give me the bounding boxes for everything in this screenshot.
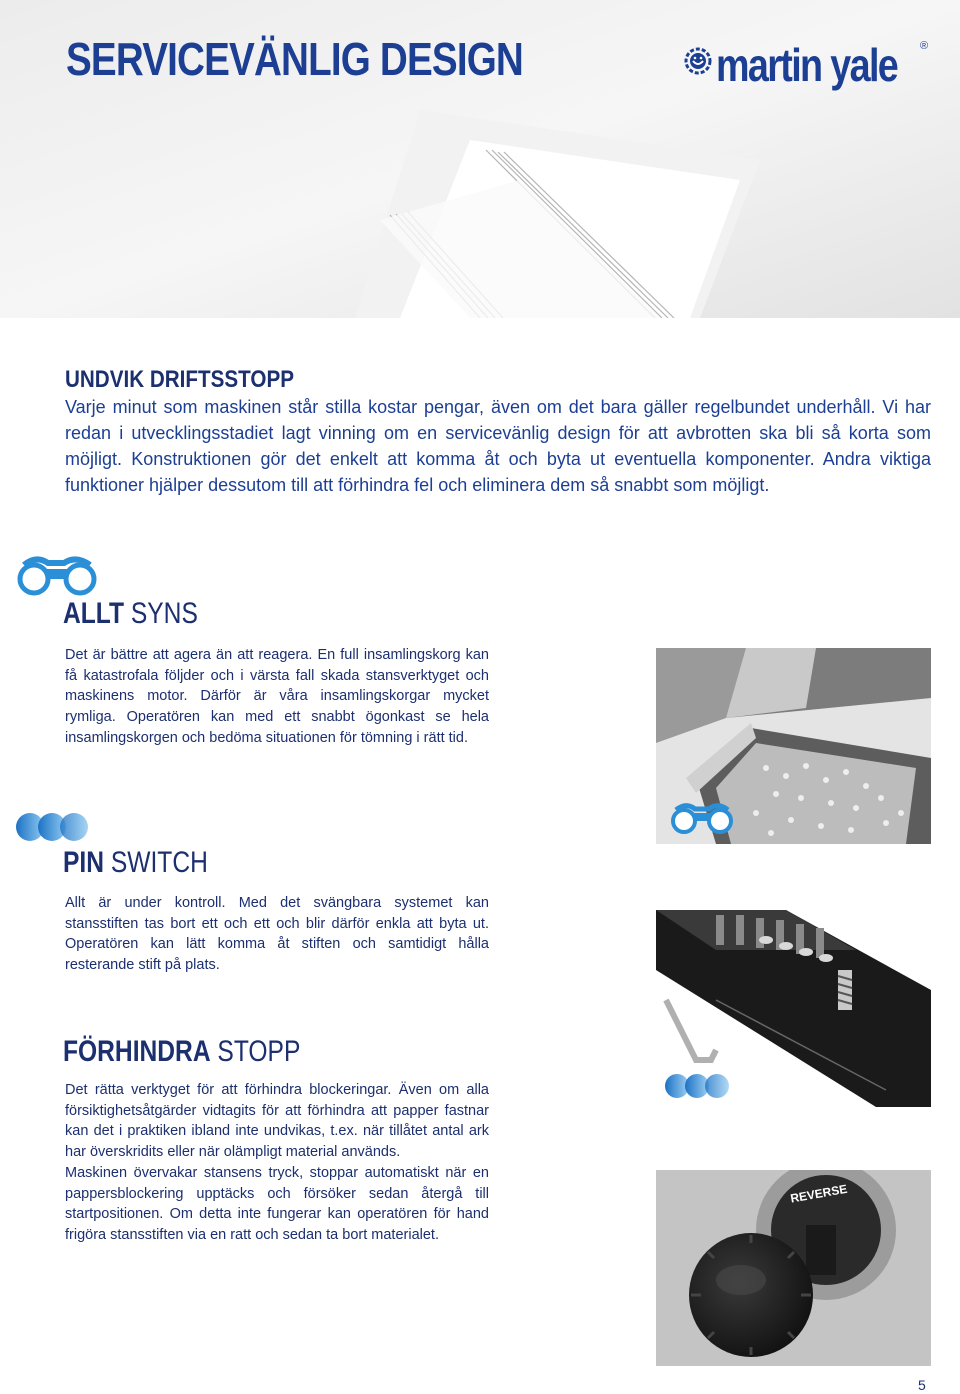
heading-bold: FÖRHINDRA (63, 1035, 211, 1068)
heading-bold: PIN (63, 846, 105, 879)
paragraph: Det rätta verktyget för att förhindra blockeringar. Även om alla försiktighetsåtgärder vidtagits för att förhindra att papper fastnar kan det i praktiken ibland inte undvikas, t.ex. när tillåtet antal ark har överskridits eller när olämpligt material används. (65, 1082, 489, 1161)
registered-mark: ® (920, 40, 929, 52)
paragraph: Allt är under kontroll. Med det svängbara systemet kan stansstiften tas bort ett och ett och blir därför enkla att byta ut. Operatören kan lätt komma åt stiften och samtidigt hålla resterande stift på plats. (65, 895, 489, 974)
section-body-pin-switch (65, 893, 489, 976)
intro-paragraph: Varje minut som maskinen står stilla kostar pengar, även om det bara gäller regelbundet underhåll. Vi har redan i utvecklingsstadiet lagt vinning om en servicevänlig design för att avbrotten ska bli så korta som möjligt. Konstruktionen gör det enkelt att komma åt och byta ut eventuella komponenter. Andra viktiga funktioner hjälper dessutom till att förhindra fel och eliminera dem så snabbt som möjligt. (65, 397, 931, 495)
section-heading-pin-switch (63, 846, 208, 880)
martin-yale-logo (683, 38, 933, 91)
paragraph: Maskinen övervakar stansens tryck, stoppar automatiskt när en pappersblockering upptäcks och försöker sedan återgå till startpositionen. Om detta inte fungerar kan operatören för hand frigöra stansstiften via en ratt och sedan ta bort materialet. (65, 1164, 489, 1243)
section-body-allt-syns (65, 645, 489, 749)
pins-icon (664, 1072, 730, 1100)
binoculars-icon (668, 802, 736, 836)
section-heading-forhindra-stopp (63, 1035, 300, 1069)
intro-heading: UNDVIK DRIFTSSTOPP (65, 366, 294, 393)
pins-icon (14, 811, 90, 843)
knob-label-reverse: REVERSE (789, 1181, 849, 1206)
page-number: 5 (918, 1377, 926, 1393)
binoculars-icon (14, 555, 100, 597)
heading-rest: SWITCH (104, 846, 208, 879)
gear-smile-icon (683, 46, 713, 76)
section-heading-allt-syns (63, 597, 198, 631)
page-title: SERVICEVÄNLIG DESIGN (66, 33, 523, 85)
section-body-forhindra-stopp (65, 1080, 489, 1246)
release-knob-photo (656, 1170, 931, 1366)
logo-wordmark: martin yale (716, 39, 898, 91)
heading-rest: SYNS (124, 597, 198, 630)
heading-bold: ALLT (63, 597, 125, 630)
paragraph: Det är bättre att agera än att reagera. En full insamlingskorg kan få katastrofala följder och i värsta fall skada stansverktyget och maskinens motor. Därför är våra insamlingskorgar mycket rymliga. Operatören kan med ett snabbt ögonkast se hela insamlingskorgen och bedöma situationen för tömning i rätt tid. (65, 647, 489, 746)
heading-rest: STOPP (210, 1035, 301, 1068)
